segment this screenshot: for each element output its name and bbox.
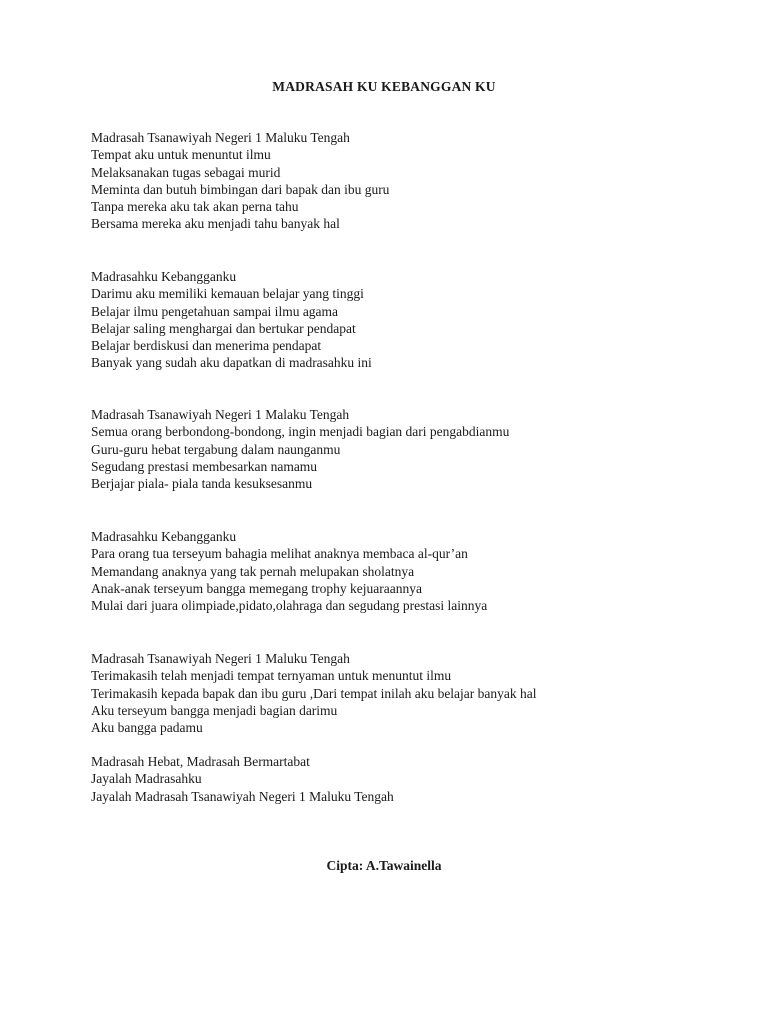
stanza-line: Banyak yang sudah aku dapatkan di madrasahku ini	[91, 355, 372, 371]
stanza-1	[91, 129, 389, 233]
stanza-line: Bersama mereka aku menjadi tahu banyak hal	[91, 216, 340, 232]
stanza-2	[91, 268, 372, 372]
stanza-line: Madrasahku Kebangganku	[91, 529, 237, 544]
stanza-line: Anak-anak terseyum bangga memegang trophy kejuaraannya	[91, 580, 422, 596]
stanza-6	[91, 753, 394, 805]
stanza-line: Melaksanakan tugas sebagai murid	[91, 164, 281, 180]
stanza-line: Madrasah Tsanawiyah Negeri 1 Maluku Tengah	[91, 651, 350, 666]
stanza-line: Aku bangga padamu	[91, 720, 203, 736]
stanza-line: Aku terseyum bangga menjadi bagian darimu	[91, 702, 338, 718]
stanza-line: Tempat aku untuk menuntut ilmu	[91, 147, 271, 163]
stanza-line: Berjajar piala- piala tanda kesuksesanmu	[91, 476, 313, 492]
stanza-line: Jayalah Madrasahku	[91, 771, 202, 787]
stanza-line: Belajar saling menghargai dan bertukar pendapat	[91, 320, 356, 336]
stanza-line: Madrasah Tsanawiyah Negeri 1 Maluku Tengah	[91, 130, 350, 145]
stanza-line: Madrasahku Kebangganku	[91, 269, 237, 284]
stanza-line: Guru-guru hebat tergabung dalam naunganmu	[91, 441, 341, 457]
stanza-line: Belajar ilmu pengetahuan sampai ilmu agama	[91, 303, 339, 319]
stanza-line: Tanpa mereka aku tak akan perna tahu	[91, 199, 299, 215]
stanza-line: Mulai dari juara olimpiade,pidato,olahraga dan segudang prestasi lainnya	[91, 598, 488, 614]
stanza-line: Madrasah Hebat, Madrasah Bermartabat	[91, 754, 310, 769]
stanza-line: Terimakasih telah menjadi tempat ternyaman untuk menuntut ilmu	[91, 668, 452, 684]
stanza-line: Belajar berdiskusi dan menerima pendapat	[91, 338, 322, 354]
stanza-line: Jayalah Madrasah Tsanawiyah Negeri 1 Maluku Tengah	[91, 788, 394, 804]
stanza-line: Terimakasih kepada bapak dan ibu guru ,Dari tempat inilah aku belajar banyak hal	[91, 685, 537, 701]
poem-title: MADRASAH KU KEBANGGAN KU	[272, 79, 496, 94]
stanza-4	[91, 528, 487, 614]
stanza-line: Meminta dan butuh bimbingan dari bapak dan ibu guru	[91, 181, 390, 197]
stanza-line: Segudang prestasi membesarkan namamu	[91, 458, 318, 474]
stanza-3	[91, 406, 509, 492]
stanza-line: Semua orang berbondong-bondong, ingin menjadi bagian dari pengabdianmu	[91, 424, 510, 440]
stanza-line: Memandang anaknya yang tak pernah melupakan sholatnya	[91, 563, 415, 579]
stanza-line: Madrasah Tsanawiyah Negeri 1 Malaku Tengah	[91, 407, 350, 422]
stanza-5	[91, 650, 537, 736]
stanza-line: Darimu aku memiliki kemauan belajar yang tinggi	[91, 286, 364, 302]
author-credit: Cipta: A.Tawainella	[326, 858, 442, 873]
stanza-line: Para orang tua terseyum bahagia melihat anaknya membaca al-qur’an	[91, 546, 468, 562]
